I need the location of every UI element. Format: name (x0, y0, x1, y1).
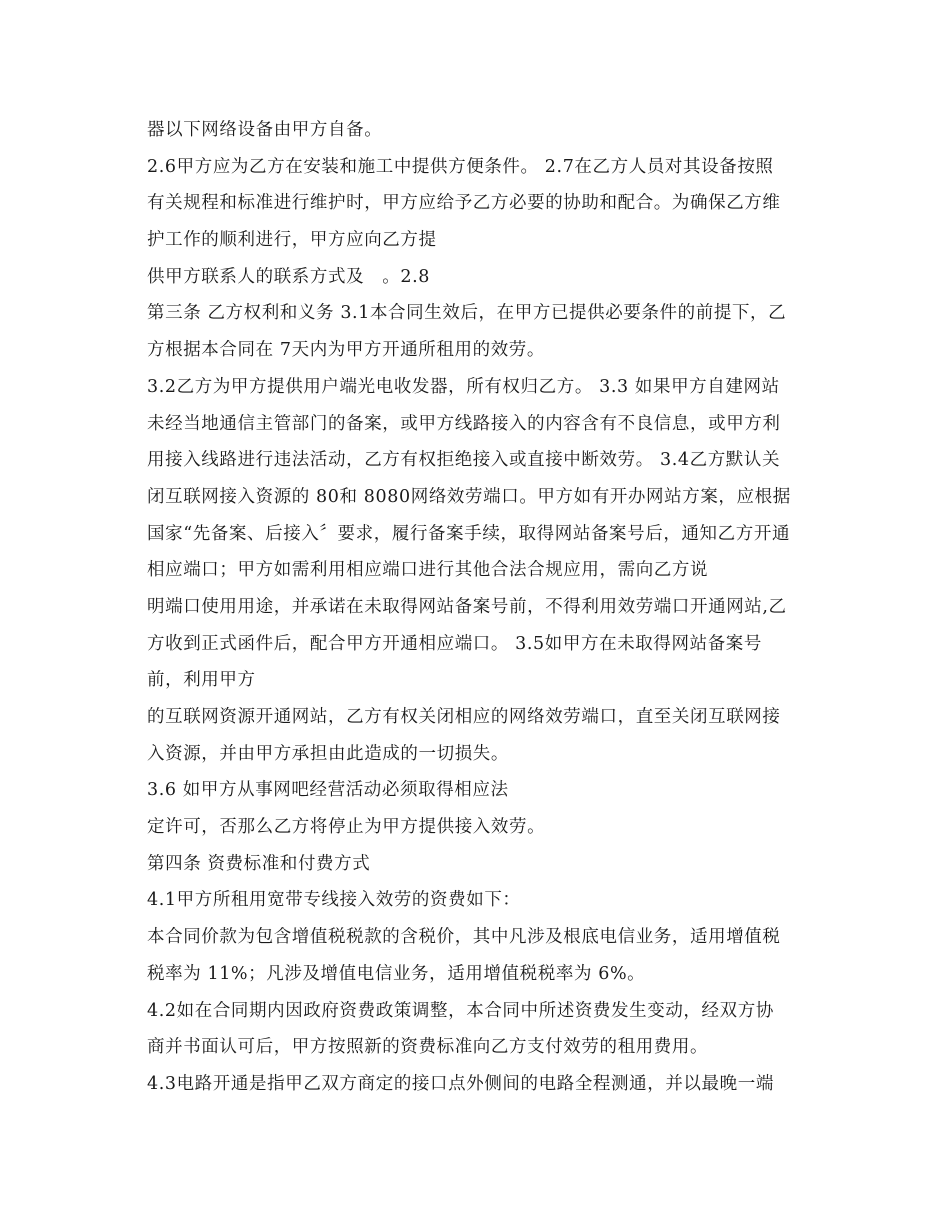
text-line: 器以下网络设备由甲方自备。 (147, 120, 383, 140)
text-line: 3.6 如甲方从事网吧经营活动必须取得相应法 (147, 780, 509, 801)
text-line: 入资源，并由甲方承担由此造成的一切损失。 (147, 743, 509, 764)
text-line: 闭互联网接入资源的 80和 8080网络效劳端口。甲方如有开办网站方案，应根据 (147, 486, 791, 507)
text-line: 3.2乙方为甲方提供用户端光电收发器，所有权归乙方。 3.3 如果甲方自建网站 (147, 376, 780, 397)
text-line: 未经当地通信主管部门的备案，或甲方线路接入的内容含有不良信息，或甲方利 (147, 413, 781, 434)
text-line: 供甲方联系人的联系方式及 。2.8 (147, 266, 431, 287)
text-line: 第三条 乙方权利和义务 3.1本合同生效后，在甲方已提供必要条件的前提下，乙 (147, 303, 787, 324)
text-line: 商并书面认可后，甲方按照新的资费标准向乙方支付效劳的租用费用。 (147, 1037, 709, 1058)
text-line: 相应端口；甲方如需利用相应端口进行其他合法合规应用，需向乙方说 (147, 560, 709, 581)
text-line: 前，利用甲方 (147, 670, 256, 691)
text-line: 2.6甲方应为乙方在安装和施工中提供方便条件。 2.7在乙方人员对其设备按照 (147, 156, 774, 177)
text-line: 4.3电路开通是指甲乙双方商定的接口点外侧间的电路全程测通，并以最晚一端 (147, 1073, 774, 1094)
contract-body-text (147, 112, 817, 1103)
text-line: 明端口使用用途，并承诺在未取得网站备案号前，不得利用效劳端口开通网站,乙 (147, 596, 787, 617)
text-line: 4.1甲方所租用宽带专线接入效劳的资费如下： (147, 890, 521, 911)
text-line: 定许可，否那么乙方将停止为甲方提供接入效劳。 (147, 817, 546, 838)
text-line: 护工作的顺利进行，甲方应向乙方提 (147, 230, 437, 251)
text-line: 4.2如在合同期内因政府资费政策调整，本合同中所述资费发生变动，经双方协 (147, 1000, 774, 1021)
text-line: 方根据本合同在 7天内为甲方开通所租用的效劳。 (147, 340, 545, 361)
text-line: 方收到正式函件后，配合甲方开通相应端口。 3.5如甲方在未取得网站备案号 (147, 633, 762, 654)
text-line: 的互联网资源开通网站，乙方有权关闭相应的网络效劳端口，直至关闭互联网接 (147, 707, 781, 727)
text-line: 税率为 11%；凡涉及增值电信业务，适用增值税税率为 6%。 (147, 963, 646, 984)
text-line: 有关规程和标准进行维护时，甲方应给予乙方必要的协助和配合。为确保乙方维 (147, 193, 781, 214)
section-heading: 第四条 资费标准和付费方式 (147, 853, 371, 874)
text-line: 国家“先备案、后接入〞要求，履行备案手续，取得网站备案号后，通知乙方开通 (147, 523, 791, 544)
text-line: 用接入线路进行违法活动，乙方有权拒绝接入或直接中断效劳。 3.4乙方默认关 (147, 450, 781, 471)
text-line: 本合同价款为包含增值税税款的含税价，其中凡涉及根底电信业务，适用增值税 (147, 927, 781, 948)
